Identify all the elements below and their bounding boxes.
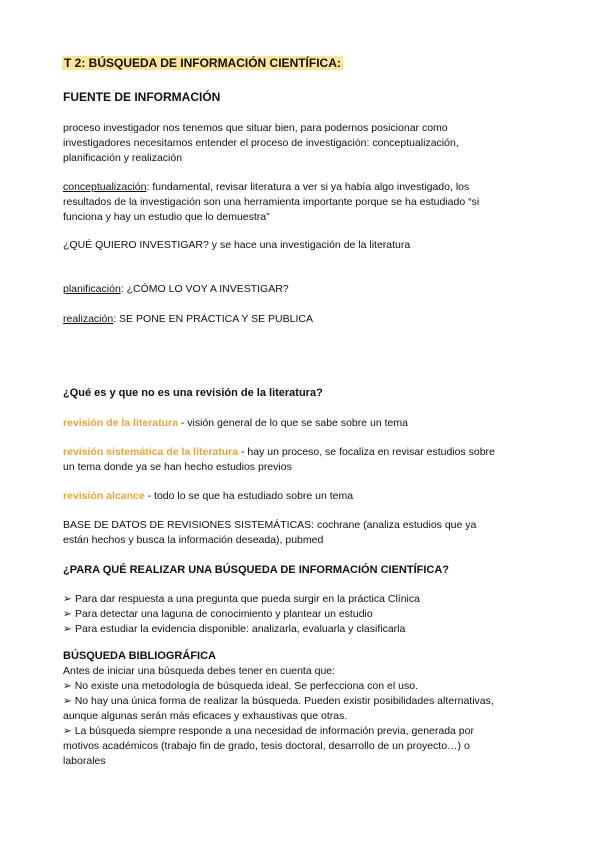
- revision-term: revisión de la literatura: [63, 417, 178, 429]
- question-line: ¿QUÉ QUIERO INVESTIGAR? y se hace una investigación de la literatura: [63, 239, 411, 251]
- paragraph-conceptualizacion: [63, 180, 479, 225]
- section-heading-revision: ¿Qué es y que no es una revisión de la literatura?: [63, 387, 323, 399]
- paragraph-line: investigadores necesitamos entender el proceso de investigación: conceptualización,: [63, 137, 459, 149]
- paragraph-realizacion: [63, 312, 313, 327]
- list-item: ➢ La búsqueda siempre responde a una necesidad de información previa, generada por: [63, 725, 474, 737]
- section-heading-para-que: ¿PARA QUÉ REALIZAR UNA BÚSQUEDA DE INFORMACIÓN CIENTÍFICA?: [63, 564, 450, 576]
- term-planificacion: planificación: [63, 283, 121, 295]
- paragraph-line: proceso investigador nos tenemos que situar bien, para podernos posicionar como: [63, 122, 448, 134]
- section-heading-busqueda: BÚSQUEDA BIBLIOGRÁFICA: [63, 650, 216, 662]
- paragraph-line: BASE DE DATOS DE REVISIONES SISTEMÁTICAS: cochrane (analiza estudios que ya: [63, 519, 477, 531]
- paragraph-line: planificación y realización: [63, 152, 183, 164]
- list-item: ➢ No existe una metodología de búsqueda ideal. Se perfecciona con el uso.: [63, 680, 418, 692]
- definition-text: : fundamental, revisar literatura a ver si ya había algo investigado, los: [146, 181, 470, 193]
- revision-item: [63, 416, 408, 431]
- list-item: ➢ Para dar respuesta a una pregunta que pueda surgir en la práctica Clínica: [63, 593, 420, 605]
- document-title: T 2: BÚSQUEDA DE INFORMACIÓN CIENTÍFICA:: [64, 56, 341, 70]
- arrow-bullet-icon: ➢: [63, 608, 72, 620]
- revision-definition: - todo lo se que ha estudiado sobre un tema: [144, 490, 354, 502]
- paragraph-line: aunque algunas serán más eficaces y exhaustivas que otras.: [63, 710, 348, 722]
- paragraph-line: laborales: [63, 755, 106, 767]
- paragraph-planificacion: [63, 282, 289, 297]
- revision-item: [63, 489, 353, 504]
- paragraph-biblio: [63, 664, 494, 769]
- revision-definition: - hay un proceso, se focaliza en revisar estudios sobre: [238, 446, 495, 458]
- section-heading-fuente: FUENTE DE INFORMACIÓN: [63, 90, 221, 104]
- revision-term: revisión alcance: [63, 490, 145, 502]
- arrow-bullet-icon: ➢: [63, 593, 72, 605]
- paragraph-line: motivos académicos (trabajo fin de grado, tesis doctoral, desarrollo de un proyecto…) o: [63, 740, 470, 752]
- purpose-list: [63, 592, 420, 637]
- revision-term: revisión sistemática de la literatura: [63, 446, 239, 458]
- revision-definition: - visión general de lo que se sabe sobre un tema: [177, 417, 408, 429]
- list-item: ➢ Para estudiar la evidencia disponible: analizarla, evaluarla y clasificarla: [63, 623, 406, 635]
- paragraph-proceso: [63, 121, 459, 166]
- paragraph-line: están hechos y busca la información deseada), pubmed: [63, 534, 324, 546]
- paragraph-line: Antes de iniciar una búsqueda debes tener en cuenta que:: [63, 665, 336, 677]
- list-item: ➢ Para detectar una laguna de conocimiento y plantear un estudio: [63, 608, 373, 620]
- definition-text: : SE PONE EN PRÁCTICA Y SE PUBLICA: [113, 313, 313, 325]
- paragraph-line: funciona y hay un estudio que lo demuestra”: [63, 211, 270, 223]
- paragraph-line: un tema donde ya se han hecho estudios previos: [63, 461, 292, 473]
- arrow-bullet-icon: ➢: [63, 623, 72, 635]
- paragraph-bases: [63, 518, 476, 548]
- paragraph-line: resultados de la investigación son una herramienta importante porque se ha estudiado “si: [63, 196, 480, 208]
- revision-item: [63, 445, 495, 475]
- list-item: ➢ No hay una única forma de realizar la búsqueda. Pueden existir posibilidades alternativas,: [63, 695, 494, 707]
- definition-text: : ¿CÓMO LO VOY A INVESTIGAR?: [120, 283, 289, 295]
- term-conceptualizacion: conceptualización: [63, 181, 147, 193]
- term-realizacion: realización: [63, 313, 114, 325]
